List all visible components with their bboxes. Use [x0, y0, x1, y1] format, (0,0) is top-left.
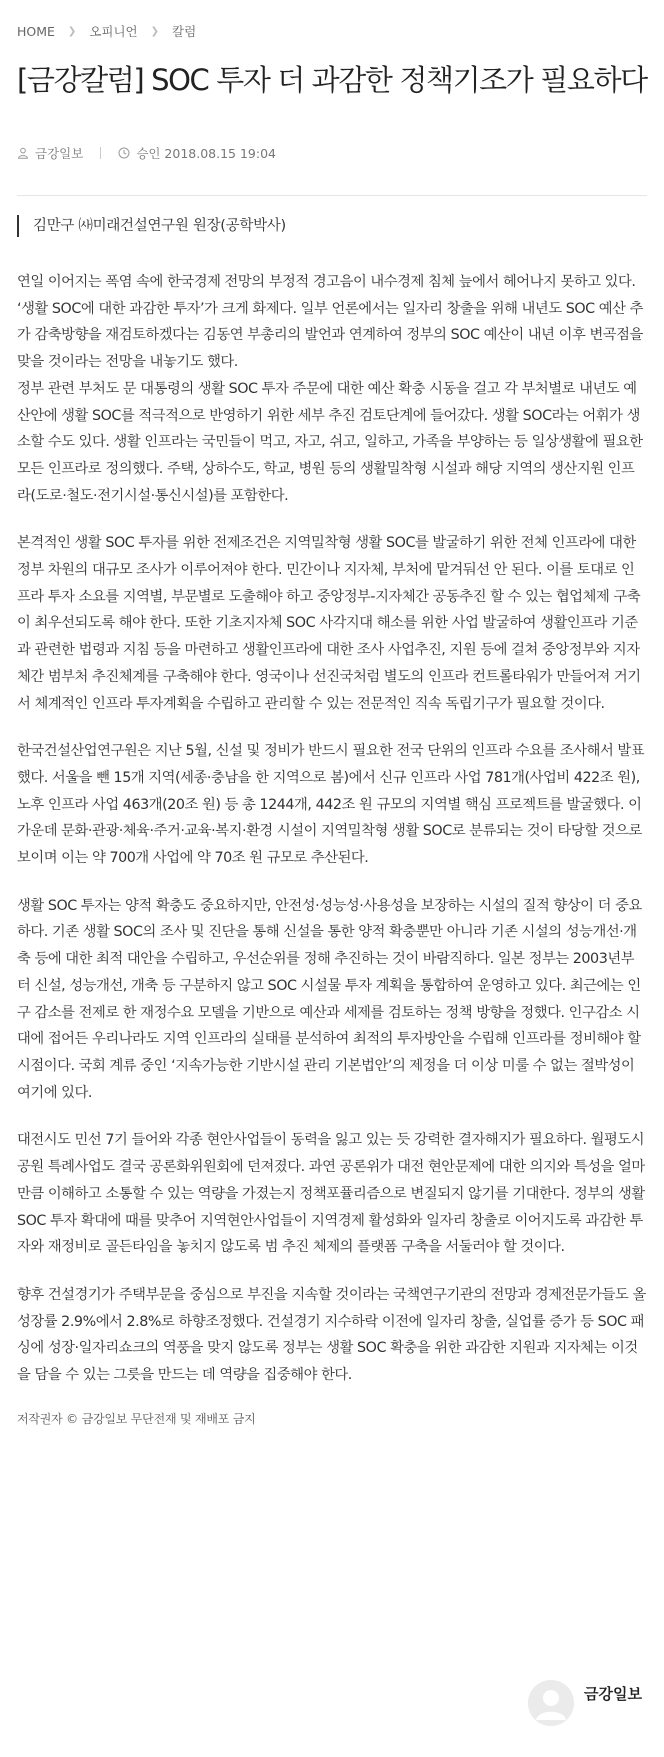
article-published-date: 승인 2018.08.15 19:04 — [136, 146, 277, 161]
header-divider — [17, 195, 647, 196]
chevron-right-icon: ❯ — [150, 25, 160, 37]
chevron-right-icon: ❯ — [67, 25, 77, 37]
article-paragraph: 향후 건설경기가 주택부문을 중심으로 부진을 지속할 것이라는 국책연구기관의 전망과 경제전문가들도 올 성장률 2.9%에서 2.8%로 하향조정했다. 건설경기 지수하락 이전에 일자리 창출, 실업률 증가 등 SOC 패싱에 성장·일자리쇼크의 역풍을 맞지 않도록 정부는 생활 SOC 확충을 위한 과감한 지원과 지자체는 이것을 담을 수 있는 그릇을 만드는 데 역량을 집중해야 한다. — [17, 1286, 646, 1384]
article-title: [금강칼럼] SOC 투자 더 과감한 정책기조가 필요하다 — [17, 63, 647, 97]
meta-divider — [100, 147, 101, 159]
copyright-notice: 저작권자 © 금강일보 무단전재 및 재배포 금지 — [17, 1411, 256, 1426]
breadcrumb-column[interactable]: 칼럼 — [172, 24, 197, 39]
article-paragraph: 연일 이어지는 폭염 속에 한국경제 전망의 부정적 경고음이 내수경제 침체 늪에서 헤어나지 못하고 있다. ‘생활 SOC에 대한 과감한 투자’가 크게 화제다. 일부 언론에서는 일자리 창출을 위해 내년도 SOC 예산 추가 감축방향을 재검토하겠다는 김동연 부총리의 발언과 연계하여 정부의 SOC 예산이 내년 이후 변곡점을 맞을 것이라는 전망을 내놓기도 했다. — [17, 274, 643, 371]
user-avatar-icon — [528, 1680, 574, 1726]
article-meta — [17, 143, 647, 163]
article-byline: 김만구 ㈔미래건설연구원 원장(공학박사) — [17, 215, 647, 237]
person-icon — [17, 147, 29, 159]
reporter-name[interactable]: 금강일보 — [584, 1684, 642, 1703]
article-paragraph: 한국건설산업연구원은 지난 5월, 신설 및 정비가 반드시 필요한 전국 단위의 인프라 수요를 조사해서 발표했다. 서울을 뺀 15개 지역(세종·충남을 한 지역으로 봄)에서 신규 인프라 사업 781개(사업비 422조 원), 노후 인프라 사업 463개(20조 원) 등 총 1244개, 442조 원 규모의 지역별 핵심 프로젝트를 발굴했다. 이 가운데 문화·관광·체육·주거·교육·복지·환경 시설이 지역밀착형 생활 SOC로 분류되는 것이 타당할 것으로 보이며 이는 약 700개 사업에 약 70조 원 규모로 추산된다. — [17, 743, 645, 867]
article-body — [17, 269, 647, 1389]
breadcrumb-opinion[interactable]: 오피니언 — [89, 24, 138, 39]
clock-icon — [118, 147, 130, 159]
breadcrumb-home[interactable]: HOME — [17, 23, 55, 39]
article-author: 금강일보 — [35, 146, 84, 161]
article-paragraph: 대전시도 민선 7기 들어와 각종 현안사업들이 동력을 잃고 있는 듯 강력한 결자해지가 필요하다. 월평도시공원 특례사업도 결국 공론화위원회에 던져졌다. 과연 공론위가 대전 현안문제에 대한 의지와 특성을 얼마만큼 이해하고 소통할 수 있는 역량을 가졌는지 정책포퓰리즘으로 변질되지 않기를 기대한다. 정부의 생활 SOC 투자 확대에 때를 맞추어 지역현안사업들이 지역경제 활성화와 일자리 창출로 이어지도록 과감한 투자와 재정비로 골든타임을 놓치지 않도록 범 추진 체제의 플랫폼 구축을 서둘러야 할 것이다. — [17, 1132, 645, 1256]
article-paragraph: 생활 SOC 투자는 양적 확충도 중요하지만, 안전성·성능성·사용성을 보장하는 시설의 질적 향상이 더 중요하다. 기존 생활 SOC의 조사 및 진단을 통해 신설을 통한 양적 확충뿐만 아니라 기존 시설의 성능개선·개축 등에 대한 최적 대안을 수립하고, 우선순위를 정해 추진하는 것이 바람직하다. 일본 정부는 2003년부터 신설, 성능개선, 개축 등 구분하지 않고 SOC 시설물 투자 계획을 통합하여 운영하고 있다. 최근에는 인구 감소를 전제로 한 재정수요 모델을 기반으로 예산과 세제를 검토하는 정책 방향을 정했다. 인구감소 시대에 접어든 우리나라도 지역 인프라의 실태를 분석하여 최적의 투자방안을 수립해 인프라를 정비해야 할 시점이다. 국회 계류 중인 ‘지속가능한 기반시설 관리 기본법안’의 제정을 더 이상 미룰 수 없는 절박성이 여기에 있다. — [17, 897, 642, 1101]
article-paragraph: 본격적인 생활 SOC 투자를 위한 전제조건은 지역밀착형 생활 SOC를 발굴하기 위한 전체 인프라에 대한 정부 차원의 대규모 조사가 이루어져야 한다. 민간이나 지자체, 부처에 맡겨둬선 안 된다. 이를 토대로 인프라 투자 소요를 지역별, 부문별로 도출해야 하고 중앙정부-지자체간 공동추진 할 수 있는 협업체제 구축이 최우선되도록 해야 한다. 또한 기초지자체 SOC 사각지대 해소를 위한 사업 발굴하여 생활인프라 기준과 관련한 법령과 지침 등을 마련하고 생활인프라에 대한 조사 사업추진, 지원 등에 걸쳐 중앙정부와 지자체간 범부처 추진체계를 구축해야 한다. 영국이나 선진국처럼 별도의 인프라 컨트롤타워가 만들어져 거기서 체계적인 인프라 투자계획을 수립하고 관리할 수 있는 전문적인 직속 독립기구가 필요할 것이다. — [17, 535, 641, 712]
reporter-card[interactable] — [528, 1680, 642, 1726]
breadcrumb — [17, 0, 647, 62]
article-paragraph: 정부 관련 부처도 문 대통령의 생활 SOC 투자 주문에 대한 예산 확충 시동을 걸고 각 부처별로 내년도 예산안에 생활 SOC를 적극적으로 반영하기 위한 세부 추진 검토단계에 들어갔다. 생활 SOC라는 어휘가 생소할 수도 있다. 생활 인프라는 국민들이 먹고, 자고, 쉬고, 일하고, 가족을 부양하는 등 일상생활에 필요한 모든 인프라로 정의했다. 주택, 상하수도, 학교, 병원 등의 생활밀착형 시설과 해당 지역의 생산지원 인프라(도로·철도·전기시설·통신시설)를 포함한다. — [17, 380, 643, 504]
